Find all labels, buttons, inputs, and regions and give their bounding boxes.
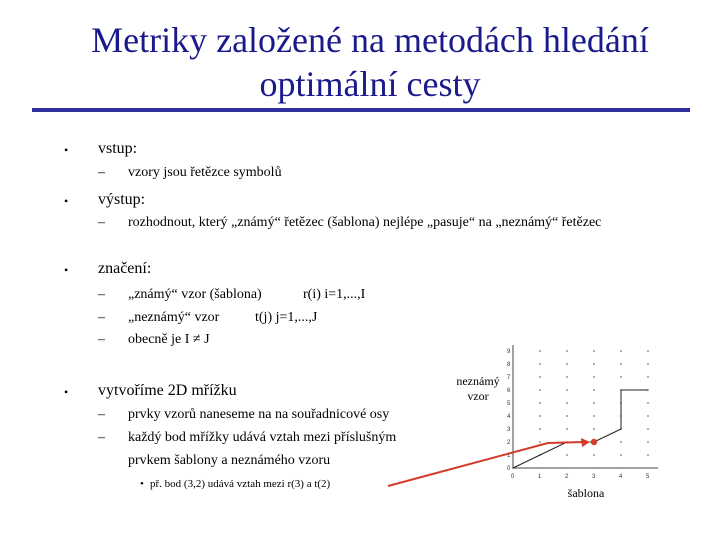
warping-path [513, 390, 648, 468]
grid-dot [512, 402, 514, 404]
grid-dot [539, 376, 541, 378]
grid-dot [539, 467, 541, 469]
y-tick-label: 4 [507, 414, 511, 420]
item-mrizka-1: prvky vzorů naneseme na na souřadnicové osy [128, 407, 390, 422]
grid-dot [512, 363, 514, 365]
dash-icon: – [98, 165, 105, 180]
grid-dot [593, 376, 595, 378]
grid-dot [512, 376, 514, 378]
grid-dot [593, 363, 595, 365]
pointer-arrow-tail [548, 442, 584, 443]
grid-dot [512, 350, 514, 352]
heading-znaceni: značení: [98, 260, 152, 277]
grid-dot [647, 428, 649, 430]
grid-dot [512, 415, 514, 417]
item-znamy-vzor: „známý“ vzor (šablona) [128, 287, 262, 302]
grid-dot [539, 441, 541, 443]
dash-icon: – [98, 310, 105, 325]
grid-dot [647, 441, 649, 443]
y-tick-label: 2 [507, 440, 511, 446]
grid-dot [566, 467, 568, 469]
y-tick-label: 5 [507, 401, 511, 407]
figure-ylabel-line-2: vzor [467, 389, 489, 403]
grid-dot [539, 428, 541, 430]
grid-dot [512, 454, 514, 456]
grid-dot [647, 363, 649, 365]
item-mrizka-2-cont: prvkem šablony a neznámého vzoru [128, 453, 331, 468]
grid-dot [647, 415, 649, 417]
subitem-example: př. bod (3,2) udává vztah mezi r(3) a t(2) [150, 478, 331, 490]
dash-icon: – [98, 287, 105, 302]
grid-dot [593, 402, 595, 404]
item-obecne: obecně je I ≠ J [128, 332, 210, 347]
grid-dot [566, 402, 568, 404]
grid-dot [566, 350, 568, 352]
x-tick-label: 1 [538, 474, 542, 480]
grid-dot [566, 376, 568, 378]
dash-icon: – [98, 430, 105, 445]
heading-vstup: vstup: [98, 140, 138, 157]
grid-dot [647, 376, 649, 378]
dash-icon: – [98, 215, 105, 230]
grid-dot [539, 402, 541, 404]
grid-dot [539, 350, 541, 352]
highlight-point [591, 439, 597, 445]
grid-dot [593, 454, 595, 456]
dash-icon: – [98, 407, 105, 422]
subitem-bullet-icon: • [140, 478, 144, 490]
bullet-icon: • [64, 385, 69, 399]
y-tick-label: 3 [507, 427, 511, 433]
grid-dot [566, 454, 568, 456]
grid-dot [620, 376, 622, 378]
grid-dot [593, 428, 595, 430]
grid-dot [620, 454, 622, 456]
grid-dot [593, 389, 595, 391]
bullet-icon: • [64, 263, 69, 277]
y-tick-label: 0 [507, 466, 511, 472]
y-tick-label: 8 [507, 362, 511, 368]
note-r: r(i) i=1,...,I [303, 287, 366, 302]
item-vystup: rozhodnout, který „známý“ řetězec (šablona) nejlépe „pasuje“ na „neznámý“ řetězec [128, 215, 602, 230]
y-tick-label: 6 [507, 388, 511, 394]
x-tick-label: 5 [646, 474, 650, 480]
figure-ylabel-line-1: neznámý [456, 374, 500, 388]
grid-dot [593, 415, 595, 417]
grid-dot [512, 428, 514, 430]
title-line-1: Metriky založené na metodách hledání [91, 20, 649, 60]
grid-dot [593, 350, 595, 352]
grid-dot [566, 363, 568, 365]
pointer-arrow [388, 443, 548, 486]
grid-dot [566, 428, 568, 430]
grid-dot [566, 389, 568, 391]
grid-dot [593, 467, 595, 469]
grid-dot [620, 350, 622, 352]
grid-dot [620, 441, 622, 443]
grid-dot [566, 415, 568, 417]
grid-dot [539, 415, 541, 417]
grid-dot [647, 467, 649, 469]
note-t: t(j) j=1,...,J [255, 310, 318, 325]
y-tick-label: 9 [507, 349, 511, 355]
y-tick-label: 7 [507, 375, 511, 381]
item-mrizka-2: každý bod mřížky udává vztah mezi příslušným [128, 430, 397, 445]
x-tick-label: 2 [565, 474, 569, 480]
dash-icon: – [98, 332, 105, 347]
grid-dot [647, 350, 649, 352]
grid-dot [620, 467, 622, 469]
grid-dot [620, 363, 622, 365]
x-tick-label: 4 [619, 474, 623, 480]
item-vstup: vzory jsou řetězce symbolů [128, 165, 282, 180]
x-tick-label: 0 [511, 474, 515, 480]
y-tick-label: 1 [507, 453, 511, 459]
title-line-2: optimální cesty [259, 64, 481, 104]
grid-dot [647, 454, 649, 456]
grid-dot [647, 402, 649, 404]
grid-dot [512, 389, 514, 391]
grid-dot [539, 389, 541, 391]
figure-xlabel: šablona [567, 486, 605, 500]
item-neznamy-vzor: „neznámý“ vzor [128, 310, 220, 325]
heading-vystup: výstup: [98, 191, 146, 208]
bullet-icon: • [64, 194, 69, 208]
grid-dot [539, 363, 541, 365]
bullet-icon: • [64, 143, 69, 157]
heading-mrizka: vytvoříme 2D mřížku [98, 382, 237, 399]
grid-dot [512, 441, 514, 443]
x-tick-label: 3 [592, 474, 596, 480]
